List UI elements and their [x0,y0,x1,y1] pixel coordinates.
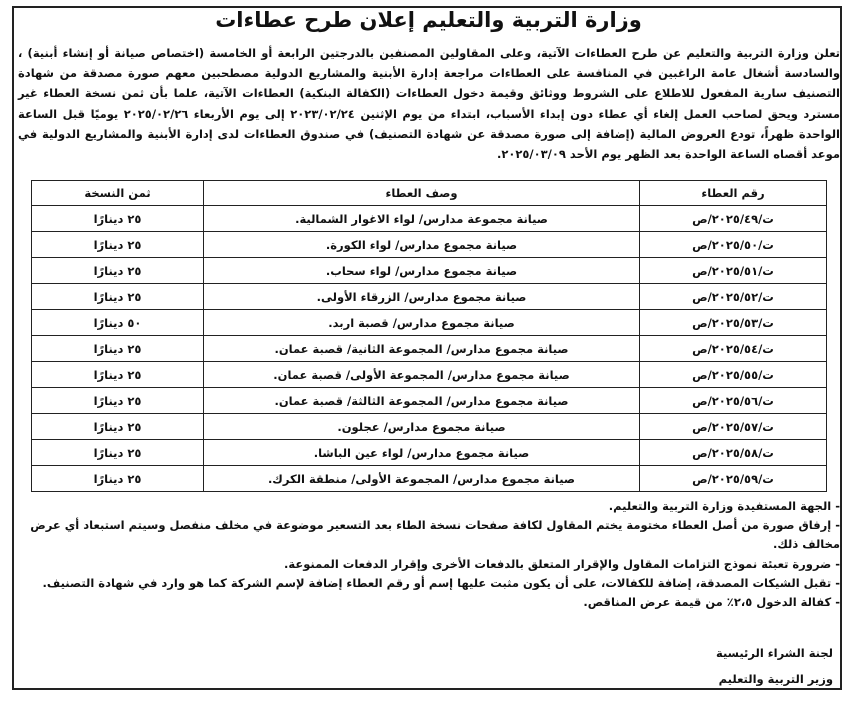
table-row [32,388,827,414]
note-stamped-copy: - إرفاق صورة من أصل العطاء مختومة يختم المقاول لكافة صفحات نسخة الطاء بعد التسعير موضوعة في مخلف منفصل وسيتم استبعاد أي عرض مخالف ذلك. [30,518,840,552]
signature-committee: لجنة الشراء الرئيسية [715,646,833,660]
tender-number: ت/٢٠٢٥/٥١/ص [640,258,827,284]
conditions-notes [18,497,840,612]
tender-number: ت/٢٠٢٥/٥٥/ص [640,362,827,388]
signature-block [716,640,833,692]
table-row [32,466,827,492]
copy-price: ٢٥ دينارًا [32,284,204,310]
copy-price: ٢٥ دينارًا [32,206,204,232]
tender-description: صيانة مجموعة مدارس/ لواء الاغوار الشمالية. [204,206,640,232]
tender-description: صيانة مجموع مدارس/ لواء سحاب. [204,258,640,284]
copy-price: ٢٥ دينارًا [32,336,204,362]
tender-description: صيانة مجموع مدارس/ المجموعة الثانية/ قصبة عمان. [204,336,640,362]
note-entry-guarantee: - كفالة الدخول ٢،٥٪ من قيمة عرض المناقص. [583,595,840,610]
copy-price: ٢٥ دينارًا [32,388,204,414]
tender-number: ت/٢٠٢٥/٥٦/ص [640,388,827,414]
tender-number: ت/٢٠٢٥/٥٤/ص [640,336,827,362]
copy-price: ٢٥ دينارًا [32,362,204,388]
table-row [32,440,827,466]
tender-number: ت/٢٠٢٥/٥٩/ص [640,466,827,492]
copy-price: ٢٥ دينارًا [32,440,204,466]
header-copy-price: ثمن النسخة [32,181,204,206]
tender-description: صيانة مجموع مدارس/ عجلون. [204,414,640,440]
tender-number: ت/٢٠٢٥/٥٢/ص [640,284,827,310]
tender-description: صيانة مجموع مدارس/ لواء عين الباشا. [204,440,640,466]
header-tender-number: رقم العطاء [640,181,827,206]
tender-description: صيانة مجموع مدارس/ المجموعة الأولى/ منطقة الكرك. [204,466,640,492]
tender-number: ت/٢٠٢٥/٥٠/ص [640,232,827,258]
tender-description: صيانة مجموع مدارس/ لواء الكورة. [204,232,640,258]
tender-description: صيانة مجموع مدارس/ قصبة اربد. [204,310,640,336]
copy-price: ٥٠ دينارًا [32,310,204,336]
signature-minister: وزير التربية والتعليم [718,672,833,686]
table-header-row [32,181,827,206]
copy-price: ٢٥ دينارًا [32,466,204,492]
tender-number: ت/٢٠٢٥/٥٨/ص [640,440,827,466]
table-row [32,362,827,388]
table-row [32,310,827,336]
intro-paragraph: تعلن وزارة التربية والتعليم عن طرح العطاءات الآتية، وعلى المقاولين المصنفين بالدرجتين الرابعة أو الخامسة (اختصاص صيانة أو إنشاء أبنية) ، والسادسة أشغال عامة الراغبين في المنافسة على العطاءات مراجعة إدارة الأبنية والمشاريع الدولية مصطحبين معهم صورة مصدقة من شهادة التصنيف سارية المفعول للاطلاع على الشروط ووثائق وقيمة دخول العطاءات (الكفالة البنكية) العطاءات الآتية، علما بأن ثمن نسخة العطاء غير مسترد ويحق لصاحب العمل إلغاء أي عطاء دون إبداء الأسباب، ابتداء من يوم الإثنين ٢٠٢٣/٠٢/٢٤ إلى يوم الأربعاء ٢٠٢٥/٠٢/٢٦ يوميًا قبل الساعة الواحدة ظهراً، تودع العروض المالية (إضافة إلى صورة مصدقة عن شهادة التصنيف) في صندوق العطاءات لدى إدارة الأبنية والمشاريع الدولية في موعد أقصاه الساعة الواحدة بعد الظهر يوم الأحد ٢٠٢٥/٠٣/٠٩. [18,46,840,162]
copy-price: ٢٥ دينارًا [32,414,204,440]
announcement-title: وزارة التربية والتعليم إعلان طرح عطاءات [215,8,642,32]
table-row [32,206,827,232]
tender-number: ت/٢٠٢٥/٤٩/ص [640,206,827,232]
tender-description: صيانة مجموع مدارس/ المجموعة الأولى/ قصبة عمان. [204,362,640,388]
copy-price: ٢٥ دينارًا [32,232,204,258]
tender-description: صيانة مجموع مدارس/ المجموعة الثالثة/ قصبة عمان. [204,388,640,414]
tender-number: ت/٢٠٢٥/٥٧/ص [640,414,827,440]
tender-description: صيانة مجموع مدارس/ الزرقاء الأولى. [204,284,640,310]
copy-price: ٢٥ دينارًا [32,258,204,284]
table-row [32,414,827,440]
note-certified-cheques: - تقبل الشيكات المصدقة، إضافة للكفالات، على أن يكون مثبت عليها إسم أو رقم العطاء إضافة لإسم الشركة كما هو وارد في شهادة التصنيف. [42,575,840,590]
table-row [32,232,827,258]
table-row [32,284,827,310]
tenders-table [31,180,827,492]
note-beneficiary: - الجهة المستفيدة وزارة التربية والتعليم. [608,499,840,513]
header-tender-description: وصف العطاء [204,181,640,206]
note-contractor-form: - ضرورة تعبئة نموذج التزامات المقاول والإقرار المتعلق بالدفعات الأخرى وإقرار الدفعات الممنوعة. [284,556,840,571]
table-row [32,336,827,362]
table-row [32,258,827,284]
tender-number: ت/٢٠٢٥/٥٣/ص [640,310,827,336]
